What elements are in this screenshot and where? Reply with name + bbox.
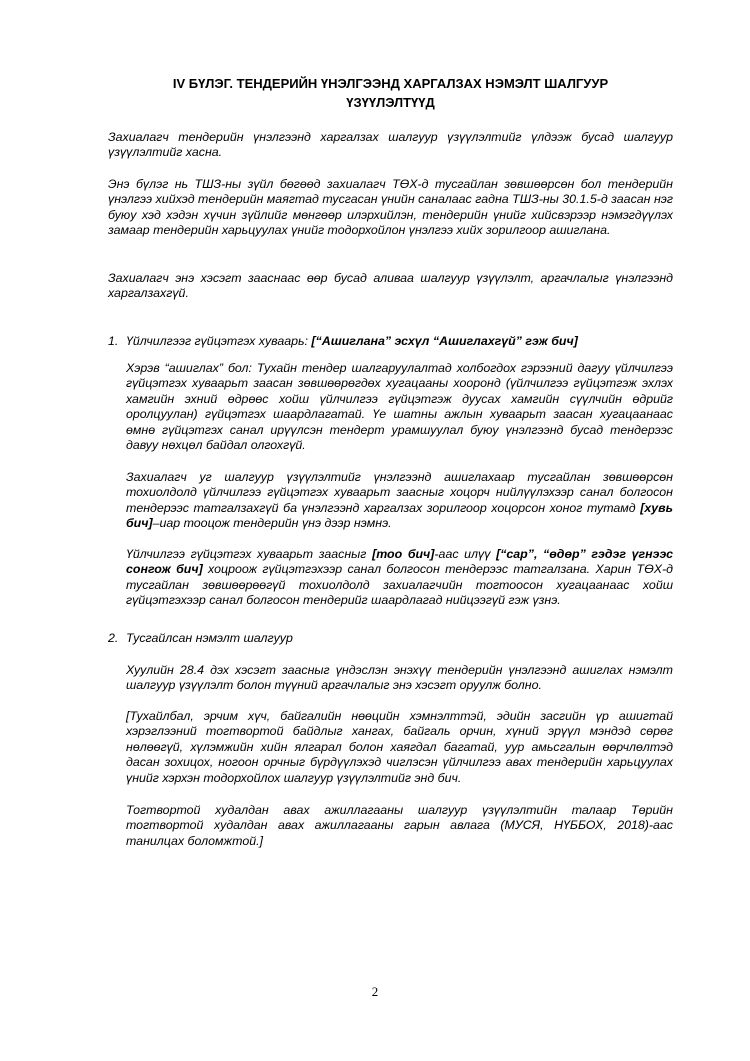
item1-p2-text-a: Захиалагч уг шалгуур үзүүлэлтийг үнэлгээнд ашиглахаар тусгайлан зөвшөөрсөн тохиолдолд үйлчилгээ гүйцэтгэх хуваарьт заасныг хоцорч нийлүүлэхээр санал болгосон тендерээс татгалзахгүй ба үнэлгээнд харгалзах зорилгоор хоцорсон хоног тутамд bbox=[126, 470, 673, 515]
item1-p2-placeholder: [хувь бич] bbox=[126, 500, 673, 531]
chapter-title bbox=[108, 74, 673, 112]
item2-number: 2. bbox=[108, 631, 119, 645]
chapter-title-line2: ҮЗҮҮЛЭЛТҮҮД bbox=[346, 95, 435, 110]
item1-heading-text: Үйлчилгээг гүйцэтгэх хуваарь: bbox=[126, 334, 312, 348]
item1-number: 1. bbox=[108, 334, 119, 348]
item2-heading: Тусгайлсан нэмэлт шалгуур bbox=[126, 631, 293, 645]
item2-paragraph-1: Хуулийн 28.4 дэх хэсэгт заасныг үндэслэн энэхүү тендерийн үнэлгээнд ашиглах нэмэлт шалгуур үзүүлэлт болон түүний аргачлалыг энэ хэсэгт оруулж болно. bbox=[126, 663, 673, 693]
item1-p3-placeholder-unit: [“сар”, “өдөр” гэдэг үгнээс сонгож бич] bbox=[126, 547, 674, 577]
item1-paragraph-2 bbox=[126, 470, 673, 532]
item1-p3-text-a: Үйлчилгээ гүйцэтгэх хуваарьт заасныг bbox=[126, 547, 373, 561]
item1-paragraph-3 bbox=[126, 547, 673, 609]
chapter-title-line1: IV БҮЛЭГ. ТЕНДЕРИЙН ҮНЭЛГЭЭНД ХАРГАЛЗАХ НЭМЭЛТ ШАЛГУУР bbox=[172, 76, 609, 91]
intro-paragraph-2: Энэ бүлэг нь ТШЗ-ны зүйл бөгөөд захиалагч ТӨХ-д тусгайлан зөвшөөрсөн бол тендерийн үнэлгээ хийхэд тендерийн маягтад тусгасан үнийн саналаас гадна ТШЗ-ны 30.1.5-д заасан нэг буюу хэд хэдэн хүчин зүйлийг мөнгөөр илэрхийлэн, тендерийн үнийг хийсвэрээр нэмэгдүүлэх замаар тендерийн харьцуулах үнийг тодорхойлон үнэлгээ хийх зорилгоор ашиглана. bbox=[108, 177, 673, 238]
item1-p3-text-e: хоцроож гүйцэтгэхээр санал болгосон тендерээс татгалзана. Харин ТӨХ-д тусгайлан зөвшөөрөөгүй тохиолдолд захиалагчийн тогтоосон хугацаанаас хойш гүйцэтгэхээр санал болгосон тендерийг шаардлагад нийцээгүй гэж үзнэ. bbox=[126, 562, 674, 608]
item1-paragraph-1: Хэрэв “ашиглах” бол: Тухайн тендер шалгаруулалтад холбогдох гэрээний дагуу үйлчилгээ гүйцэтгэх хуваарьт заасан зөвшөөрөгдөх хугацааны хооронд (үйлчилгээ гүйцэтгэж эхлэх хамгийн эхний өдрөөс хойш үйлчилгээ гүйцэтгэж дуусах хамгийн сүүлчийн өдрийг оролцуулан) гүйцэтгэх шаардлагатай. Үе шатны ажлын хуваарьт заасан хугацаанаас өмнө гүйцэтгэх санал ирүүлсэн тендерт урамшуулал буюу үнэлгээнд бусад тендерээс давуу нөхцөл байдал олгохгүй. bbox=[126, 361, 673, 453]
intro-paragraph-3: Захиалагч энэ хэсэгт зааснаас өөр бусад аливаа шалгуур үзүүлэлт, аргачлалыг үнэлгээнд харгалзахгүй. bbox=[108, 271, 673, 301]
item2-paragraph-2: [Тухайлбал, эрчим хүч, байгалийн нөөцийн хэмнэлттэй, эдийн засгийн үр ашигтай хэрэглээний тогтвортой байдлыг хангах, байгаль орчин, хүний эрүүл мэндэд сөрөг нөлөөгүй, хүлэмжийн хийн ялгарал болон хаягдал багатай, уур амьсгалын өөрчлөлтэд дасан зохицох, ногоон орчныг бүрдүүлэхэд чиглэсэн үйлчилгээ авах тендерийн харьцуулах үнийг хэрхэн тодорхойлох шалгуур үзүүлэлтийг энд бич. bbox=[126, 709, 673, 785]
item1-p3-placeholder-number: [тоо бич] bbox=[372, 547, 435, 561]
item1-heading bbox=[126, 334, 673, 349]
intro-paragraph-1: Захиалагч тендерийн үнэлгээнд харгалзах шалгуур үзүүлэлтийг үлдээж бусад шалгуур үзүүлэлтийг хасна. bbox=[108, 130, 673, 160]
item1-heading-placeholder: [“Ашиглана” эсхүл “Ашиглахгүй” гэж бич] bbox=[311, 334, 578, 348]
item1-p2-text-c: –иар тооцож тендерийн үнэ дээр нэмнэ. bbox=[152, 516, 392, 531]
item1-p3-text-c: -аас илүү bbox=[434, 547, 497, 561]
item2-paragraph-3: Тогтвортой худалдан авах ажиллагааны шалгуур үзүүлэлтийн талаар Төрийн тогтвортой худалдан авах ажиллагааны гарын авлага (МУСЯ, НҮББОХ, 2018)-аас танилцах боломжтой.] bbox=[126, 803, 673, 848]
page-number: 2 bbox=[371, 984, 379, 999]
